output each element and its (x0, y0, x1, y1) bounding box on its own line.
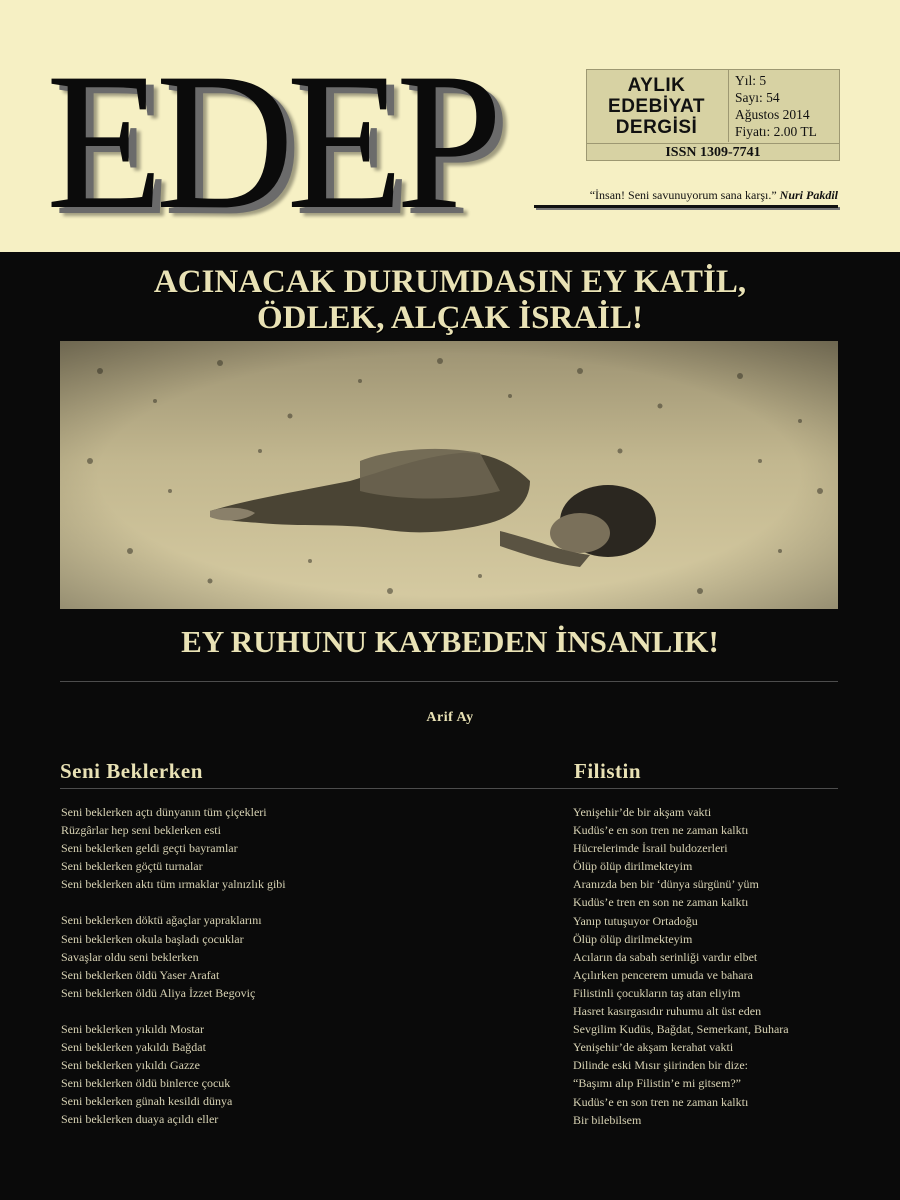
poem-line: Acıların da sabah serinliği vardır elbet (573, 949, 758, 964)
poem-line: Kudüs’e tren en son ne zaman kalktı (573, 895, 749, 910)
quote-text: “İnsan! Seni savunuyorum sana karşı.” (589, 188, 777, 202)
tag-line: DERGİSİ (615, 116, 698, 138)
poem-line: Yenişehir’de akşam kerahat vakti (573, 1040, 734, 1055)
divider (60, 681, 838, 682)
magazine-logo: EDEP (46, 33, 495, 250)
poem-line: Dilinde eski Mısır şiirinden bir dize: (573, 1058, 748, 1073)
poem-line: Sevgilim Kudüs, Bağdat, Semerkant, Buhara (573, 1022, 789, 1037)
poem-line: Seni beklerken öldü Yaser Arafat (61, 967, 220, 982)
issue-number: Sayı: 54 (735, 90, 780, 105)
poem-line: Yanıp tutuşuyor Ortadoğu (573, 913, 698, 928)
poem-line: Seni beklerken göçtü turnalar (61, 859, 203, 874)
issue-info-box (586, 69, 840, 161)
poem-line: Seni beklerken okula başladı çocuklar (61, 931, 244, 946)
main-headline (0, 264, 900, 336)
masthead (0, 0, 900, 252)
poem-line: Seni beklerken öldü Aliya İzzet Begoviç (61, 985, 256, 1000)
headline-line: ÖDLEK, ALÇAK İSRAİL! (257, 300, 643, 336)
poem-line: “Başımı alıp Filistin’e mi gitsem?” (573, 1076, 741, 1091)
poem-line: Seni beklerken döktü ağaçlar yapraklarını (61, 913, 262, 928)
issue-price: Fiyatı: 2.00 TL (735, 124, 817, 139)
poem-line: Seni beklerken geldi geçti bayramlar (61, 841, 238, 856)
poem-line: Seni beklerken duaya açıldı eller (61, 1112, 219, 1127)
issue-facts (728, 70, 837, 142)
poem-line: Seni beklerken günah kesildi dünya (61, 1094, 233, 1109)
poem-line: Hasret kasırgasıdır ruhumu alt üst eden (573, 1004, 762, 1019)
issue-year: Yıl: 5 (735, 73, 767, 88)
beach-child-illustration (60, 341, 838, 609)
poem-line: Seni beklerken öldü binlerce çocuk (61, 1076, 231, 1091)
poem-line: Açılırken pencerem umuda ve bahara (573, 967, 753, 982)
magazine-type-label (587, 70, 726, 142)
poem-title-right: Filistin (574, 759, 642, 783)
poem-line: Kudüs’e en son tren ne zaman kalktı (573, 1094, 749, 1109)
masthead-quote (532, 188, 838, 203)
issn-number: ISSN 1309-7741 (587, 143, 839, 161)
poem-line: Rüzgârlar hep seni beklerken esti (61, 823, 221, 838)
poem-line: Seni beklerken yıkıldı Mostar (61, 1021, 204, 1036)
poem-line: Seni beklerken yıkıldı Gazze (61, 1058, 200, 1073)
quote-underline (534, 205, 838, 208)
author-name: Arif Ay (426, 710, 474, 725)
poem-line: Ölüp ölüp dirilmekteyim (573, 859, 693, 874)
sub-headline: EY RUHUNU KAYBEDEN İNSANLIK! (181, 624, 719, 659)
stanza-gap (61, 893, 286, 911)
poem-line: Yenişehir’de bir akşam vakti (573, 805, 712, 819)
poem-line: Seni beklerken aktı tüm ırmaklar yalnızlık gibi (61, 877, 286, 892)
issue-date: Ağustos 2014 (735, 107, 810, 122)
poem-left (61, 803, 286, 1129)
poem-line: Bir bilebilsem (573, 1112, 642, 1127)
poem-title-left: Seni Beklerken (60, 759, 203, 783)
tag-line: AYLIK (627, 74, 686, 96)
headline-line: ACINACAK DURUMDASIN EY KATİL, (153, 264, 747, 300)
divider (60, 788, 838, 789)
poem-line: Filistinli çocukların taş atan eliyim (573, 985, 741, 1000)
poem-line: Aranızda ben bir ‘dünya sürgünü’ yüm (573, 877, 759, 892)
poem-line: Kudüs’e en son tren ne zaman kalktı (573, 823, 749, 838)
poem-line: Seni beklerken yakıldı Bağdat (61, 1040, 206, 1055)
poem-right (573, 803, 789, 1129)
cover-photo (60, 341, 838, 609)
poem-line: Hücrelerimde İsrail buldozerleri (573, 841, 728, 856)
stanza-gap (61, 1002, 286, 1020)
poem-line: Ölüp ölüp dirilmekteyim (573, 931, 693, 946)
tag-line: EDEBİYAT (608, 95, 705, 117)
poem-line: Savaşlar oldu seni beklerken (61, 949, 199, 964)
quote-author: Nuri Pakdil (779, 188, 838, 202)
poem-line: Seni beklerken açtı dünyanın tüm çiçekleri (61, 805, 267, 819)
